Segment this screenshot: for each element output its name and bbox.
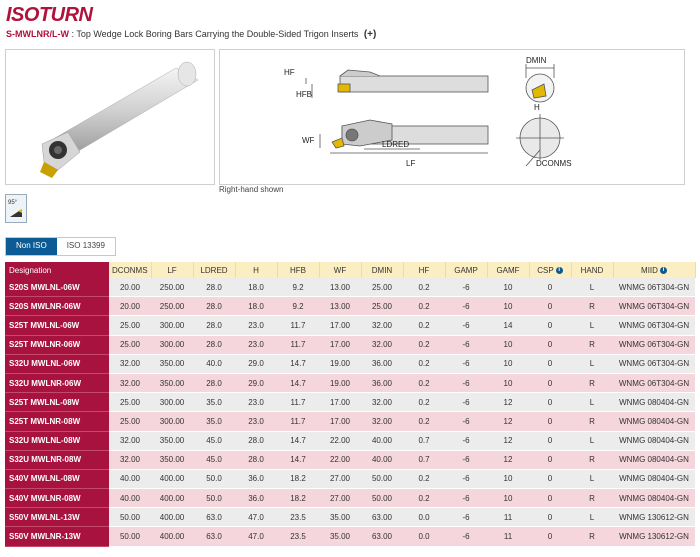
cell-h: 47.0 (235, 527, 277, 546)
cell-hand: R (571, 489, 613, 508)
cell-hand: L (571, 316, 613, 335)
table-row[interactable] (5, 297, 695, 316)
cell-lf: 250.00 (151, 297, 193, 316)
cell-gamp: -6 (445, 335, 487, 354)
cell-dconms: 40.00 (109, 469, 151, 488)
cell-gamp: -6 (445, 393, 487, 412)
plus-icon[interactable]: (+) (363, 29, 377, 40)
cell-csp: 0 (529, 431, 571, 450)
cell-lf: 300.00 (151, 393, 193, 412)
cell-h: 18.0 (235, 297, 277, 316)
iso13399-tab[interactable]: ISO 13399 (57, 238, 115, 255)
cell-ldred: 63.0 (193, 508, 235, 527)
cell-gamf: 10 (487, 335, 529, 354)
non-iso-tab[interactable]: Non ISO (6, 238, 57, 255)
series-description: : Top Wedge Lock Boring Bars Carrying the Double-Sided Trigon Inserts (71, 29, 359, 39)
designation-link[interactable]: S25T MWLNL-06W (5, 316, 109, 335)
cell-hf: 0.2 (403, 393, 445, 412)
cell-hand: L (571, 354, 613, 373)
cell-hfb: 23.5 (277, 508, 319, 527)
designation-link[interactable]: S32U MWLNL-08W (5, 431, 109, 450)
cell-csp: 0 (529, 297, 571, 316)
label-ldred: LDRED (382, 140, 410, 149)
cell-hf: 0.2 (403, 489, 445, 508)
cell-ldred: 45.0 (193, 431, 235, 450)
cell-miid: WNMG 080404-GN (613, 393, 695, 412)
cell-lf: 300.00 (151, 335, 193, 354)
cell-wf: 13.00 (319, 297, 361, 316)
cell-gamf: 10 (487, 469, 529, 488)
cell-hand: R (571, 373, 613, 392)
cell-wf: 27.00 (319, 469, 361, 488)
column-header-csp[interactable]: CSP i (529, 262, 571, 278)
cell-dconms: 50.00 (109, 508, 151, 527)
boring-bar-photo-icon (6, 50, 214, 184)
table-row[interactable] (5, 450, 695, 469)
cell-dmin: 40.00 (361, 450, 403, 469)
cell-gamf: 10 (487, 297, 529, 316)
cell-hand: L (571, 393, 613, 412)
cell-lf: 350.00 (151, 450, 193, 469)
cell-h: 28.0 (235, 431, 277, 450)
table-row[interactable] (5, 508, 695, 527)
cell-csp: 0 (529, 412, 571, 431)
cell-gamp: -6 (445, 297, 487, 316)
cell-wf: 19.00 (319, 354, 361, 373)
cell-lf: 250.00 (151, 278, 193, 297)
cell-csp: 0 (529, 508, 571, 527)
cell-miid: WNMG 080404-GN (613, 489, 695, 508)
cell-lf: 300.00 (151, 316, 193, 335)
table-row[interactable] (5, 431, 695, 450)
cell-hand: R (571, 412, 613, 431)
cell-wf: 17.00 (319, 335, 361, 354)
cell-csp: 0 (529, 393, 571, 412)
cell-hf: 0.2 (403, 469, 445, 488)
cell-lf: 400.00 (151, 489, 193, 508)
cell-dmin: 36.00 (361, 354, 403, 373)
cell-wf: 17.00 (319, 412, 361, 431)
cell-ldred: 50.0 (193, 489, 235, 508)
cell-gamp: -6 (445, 469, 487, 488)
lead-angle-icon (6, 195, 26, 222)
cell-hfb: 14.7 (277, 354, 319, 373)
cell-lf: 350.00 (151, 373, 193, 392)
table-row[interactable] (5, 278, 695, 297)
drawing-caption: Right-hand shown (219, 185, 284, 194)
cell-ldred: 28.0 (193, 297, 235, 316)
cell-hfb: 9.2 (277, 297, 319, 316)
brand-iso: ISO (6, 4, 39, 26)
cell-gamf: 12 (487, 431, 529, 450)
table-row[interactable] (5, 316, 695, 335)
designation-link[interactable]: S25T MWLNR-06W (5, 335, 109, 354)
cell-hand: L (571, 278, 613, 297)
column-header-h[interactable]: H (235, 262, 277, 278)
cell-csp: 0 (529, 450, 571, 469)
column-header-gamf[interactable]: GAMF (487, 262, 529, 278)
cell-dmin: 25.00 (361, 297, 403, 316)
cell-h: 47.0 (235, 508, 277, 527)
standard-toggle (5, 237, 116, 256)
column-header-hand[interactable]: HAND (571, 262, 613, 278)
cell-hand: L (571, 431, 613, 450)
cell-dconms: 32.00 (109, 450, 151, 469)
cell-h: 36.0 (235, 469, 277, 488)
cell-gamf: 12 (487, 412, 529, 431)
cell-dmin: 40.00 (361, 431, 403, 450)
cell-gamf: 11 (487, 527, 529, 546)
label-dconms: DCONMS (536, 159, 572, 168)
cell-miid: WNMG 080404-GN (613, 431, 695, 450)
cell-hf: 0.7 (403, 450, 445, 469)
cell-ldred: 28.0 (193, 373, 235, 392)
cell-wf: 22.00 (319, 450, 361, 469)
cell-gamp: -6 (445, 354, 487, 373)
brand-logo (6, 4, 93, 27)
cell-lf: 350.00 (151, 354, 193, 373)
designation-link[interactable]: S25T MWLNR-08W (5, 412, 109, 431)
cell-hfb: 11.7 (277, 393, 319, 412)
cell-lf: 400.00 (151, 469, 193, 488)
brand-turn: TURN (38, 4, 93, 26)
cell-lf: 400.00 (151, 527, 193, 546)
table-body (5, 278, 695, 546)
cell-wf: 27.00 (319, 489, 361, 508)
cell-dconms: 40.00 (109, 489, 151, 508)
designation-link[interactable]: S50V MWLNL-13W (5, 508, 109, 527)
cell-miid: WNMG 080404-GN (613, 450, 695, 469)
cell-gamf: 11 (487, 508, 529, 527)
cell-gamp: -6 (445, 527, 487, 546)
cell-hfb: 18.2 (277, 469, 319, 488)
designation-link[interactable]: S50V MWLNR-13W (5, 527, 109, 546)
cell-hf: 0.2 (403, 335, 445, 354)
cell-ldred: 28.0 (193, 278, 235, 297)
designation-link[interactable]: S20S MWLNR-06W (5, 297, 109, 316)
cell-gamf: 14 (487, 316, 529, 335)
column-header-wf[interactable]: WF (319, 262, 361, 278)
cell-dmin: 32.00 (361, 393, 403, 412)
column-header-ldred[interactable]: LDRED (193, 262, 235, 278)
cell-hf: 0.7 (403, 431, 445, 450)
cell-hfb: 14.7 (277, 431, 319, 450)
label-hf-top: HF (284, 68, 295, 77)
cell-h: 36.0 (235, 489, 277, 508)
cell-gamp: -6 (445, 450, 487, 469)
cell-dmin: 32.00 (361, 335, 403, 354)
table-row[interactable] (5, 354, 695, 373)
cell-gamf: 10 (487, 373, 529, 392)
cell-hand: L (571, 469, 613, 488)
cell-ldred: 35.0 (193, 412, 235, 431)
cell-hfb: 14.7 (277, 373, 319, 392)
cell-dmin: 63.00 (361, 508, 403, 527)
cell-miid: WNMG 06T304-GN (613, 278, 695, 297)
cell-h: 29.0 (235, 373, 277, 392)
column-header-lf[interactable]: LF (151, 262, 193, 278)
cell-dconms: 50.00 (109, 527, 151, 546)
cell-h: 29.0 (235, 354, 277, 373)
cell-gamf: 10 (487, 489, 529, 508)
page-subtitle (6, 29, 376, 40)
cell-wf: 22.00 (319, 431, 361, 450)
cell-hf: 0.2 (403, 412, 445, 431)
cell-csp: 0 (529, 316, 571, 335)
cell-dconms: 25.00 (109, 335, 151, 354)
cell-gamp: -6 (445, 431, 487, 450)
series-code: S-MWLNR/L-W (6, 29, 69, 39)
cell-hand: R (571, 297, 613, 316)
dimension-drawing (220, 50, 684, 184)
cell-miid: WNMG 06T304-GN (613, 354, 695, 373)
label-wf: WF (302, 136, 315, 145)
cell-wf: 35.00 (319, 508, 361, 527)
designation-link[interactable]: S32U MWLNR-08W (5, 450, 109, 469)
cell-h: 18.0 (235, 278, 277, 297)
cell-ldred: 45.0 (193, 450, 235, 469)
cell-miid: WNMG 06T304-GN (613, 316, 695, 335)
cell-miid: WNMG 080404-GN (613, 412, 695, 431)
cell-wf: 35.00 (319, 527, 361, 546)
cell-hf: 0.0 (403, 527, 445, 546)
cell-ldred: 28.0 (193, 335, 235, 354)
cell-lf: 350.00 (151, 431, 193, 450)
designation-link[interactable]: S40V MWLNR-08W (5, 489, 109, 508)
table-row[interactable] (5, 527, 695, 546)
column-header-hf[interactable]: HF (403, 262, 445, 278)
cell-hfb: 23.5 (277, 527, 319, 546)
label-lf: LF (406, 159, 416, 168)
cell-h: 23.0 (235, 335, 277, 354)
cell-hand: L (571, 508, 613, 527)
cell-hfb: 11.7 (277, 412, 319, 431)
cell-csp: 0 (529, 354, 571, 373)
cell-gamp: -6 (445, 316, 487, 335)
cell-hf: 0.2 (403, 297, 445, 316)
table-row[interactable] (5, 335, 695, 354)
cell-miid: WNMG 130612-GN (613, 527, 695, 546)
cell-hfb: 11.7 (277, 316, 319, 335)
cell-dmin: 32.00 (361, 316, 403, 335)
lead-angle-label: 95° (8, 200, 18, 206)
cell-dmin: 50.00 (361, 489, 403, 508)
column-header-hfb[interactable]: HFB (277, 262, 319, 278)
cell-csp: 0 (529, 527, 571, 546)
product-table (5, 262, 696, 547)
cell-hf: 0.2 (403, 278, 445, 297)
label-h: H (534, 103, 540, 112)
designation-link[interactable]: S32U MWLNR-06W (5, 373, 109, 392)
lead-angle-thumbnail[interactable] (5, 194, 27, 223)
cell-dmin: 50.00 (361, 469, 403, 488)
cell-hfb: 9.2 (277, 278, 319, 297)
cell-dmin: 25.00 (361, 278, 403, 297)
cell-wf: 17.00 (319, 393, 361, 412)
designation-link[interactable]: S25T MWLNL-08W (5, 393, 109, 412)
cell-ldred: 40.0 (193, 354, 235, 373)
cell-dconms: 32.00 (109, 354, 151, 373)
table-row[interactable] (5, 373, 695, 392)
cell-miid: WNMG 130612-GN (613, 508, 695, 527)
cell-miid: WNMG 06T304-GN (613, 297, 695, 316)
cell-hfb: 14.7 (277, 450, 319, 469)
label-dmin: DMIN (526, 56, 547, 65)
cell-gamp: -6 (445, 508, 487, 527)
cell-gamp: -6 (445, 489, 487, 508)
cell-h: 28.0 (235, 450, 277, 469)
label-hfb: HFB (296, 90, 312, 99)
cell-dmin: 63.00 (361, 527, 403, 546)
cell-lf: 400.00 (151, 508, 193, 527)
column-header-gamp[interactable]: GAMP (445, 262, 487, 278)
cell-hfb: 18.2 (277, 489, 319, 508)
designation-link[interactable]: S32U MWLNL-06W (5, 354, 109, 373)
cell-miid: WNMG 080404-GN (613, 469, 695, 488)
table-row[interactable] (5, 489, 695, 508)
column-header-dmin[interactable]: DMIN (361, 262, 403, 278)
cell-gamp: -6 (445, 412, 487, 431)
column-header-miid[interactable]: MIID i (613, 262, 695, 278)
cell-dmin: 32.00 (361, 412, 403, 431)
cell-csp: 0 (529, 278, 571, 297)
cell-lf: 300.00 (151, 412, 193, 431)
cell-gamf: 12 (487, 393, 529, 412)
column-header-designation[interactable]: Designation (5, 262, 109, 278)
cell-h: 23.0 (235, 393, 277, 412)
column-header-dconms[interactable]: DCONMS (109, 262, 151, 278)
cell-dconms: 32.00 (109, 431, 151, 450)
table-header-row (5, 262, 695, 278)
info-icon[interactable]: i (660, 267, 667, 274)
cell-hfb: 11.7 (277, 335, 319, 354)
cell-hf: 0.2 (403, 373, 445, 392)
cell-wf: 17.00 (319, 316, 361, 335)
cell-dconms: 25.00 (109, 412, 151, 431)
cell-ldred: 50.0 (193, 469, 235, 488)
designation-link[interactable]: S20S MWLNL-06W (5, 278, 109, 297)
cell-hf: 0.0 (403, 508, 445, 527)
cell-gamp: -6 (445, 278, 487, 297)
cell-wf: 13.00 (319, 278, 361, 297)
info-icon[interactable]: i (556, 267, 563, 274)
cell-dconms: 20.00 (109, 297, 151, 316)
technical-drawing (219, 49, 685, 185)
designation-link[interactable]: S40V MWLNL-08W (5, 469, 109, 488)
cell-ldred: 63.0 (193, 527, 235, 546)
cell-miid: WNMG 06T304-GN (613, 335, 695, 354)
cell-hand: R (571, 527, 613, 546)
table-row[interactable] (5, 469, 695, 488)
cell-dconms: 32.00 (109, 373, 151, 392)
cell-dconms: 25.00 (109, 393, 151, 412)
cell-hand: R (571, 450, 613, 469)
cell-ldred: 28.0 (193, 316, 235, 335)
cell-csp: 0 (529, 489, 571, 508)
cell-csp: 0 (529, 469, 571, 488)
cell-dconms: 25.00 (109, 316, 151, 335)
cell-hf: 0.2 (403, 316, 445, 335)
product-photo (5, 49, 215, 185)
cell-ldred: 35.0 (193, 393, 235, 412)
cell-wf: 19.00 (319, 373, 361, 392)
cell-miid: WNMG 06T304-GN (613, 373, 695, 392)
cell-h: 23.0 (235, 316, 277, 335)
cell-dmin: 36.00 (361, 373, 403, 392)
cell-gamf: 12 (487, 450, 529, 469)
table-row[interactable] (5, 412, 695, 431)
cell-hf: 0.2 (403, 354, 445, 373)
cell-gamf: 10 (487, 354, 529, 373)
cell-gamp: -6 (445, 373, 487, 392)
cell-csp: 0 (529, 335, 571, 354)
cell-h: 23.0 (235, 412, 277, 431)
table-row[interactable] (5, 393, 695, 412)
cell-dconms: 20.00 (109, 278, 151, 297)
cell-hand: R (571, 335, 613, 354)
cell-gamf: 10 (487, 278, 529, 297)
cell-csp: 0 (529, 373, 571, 392)
